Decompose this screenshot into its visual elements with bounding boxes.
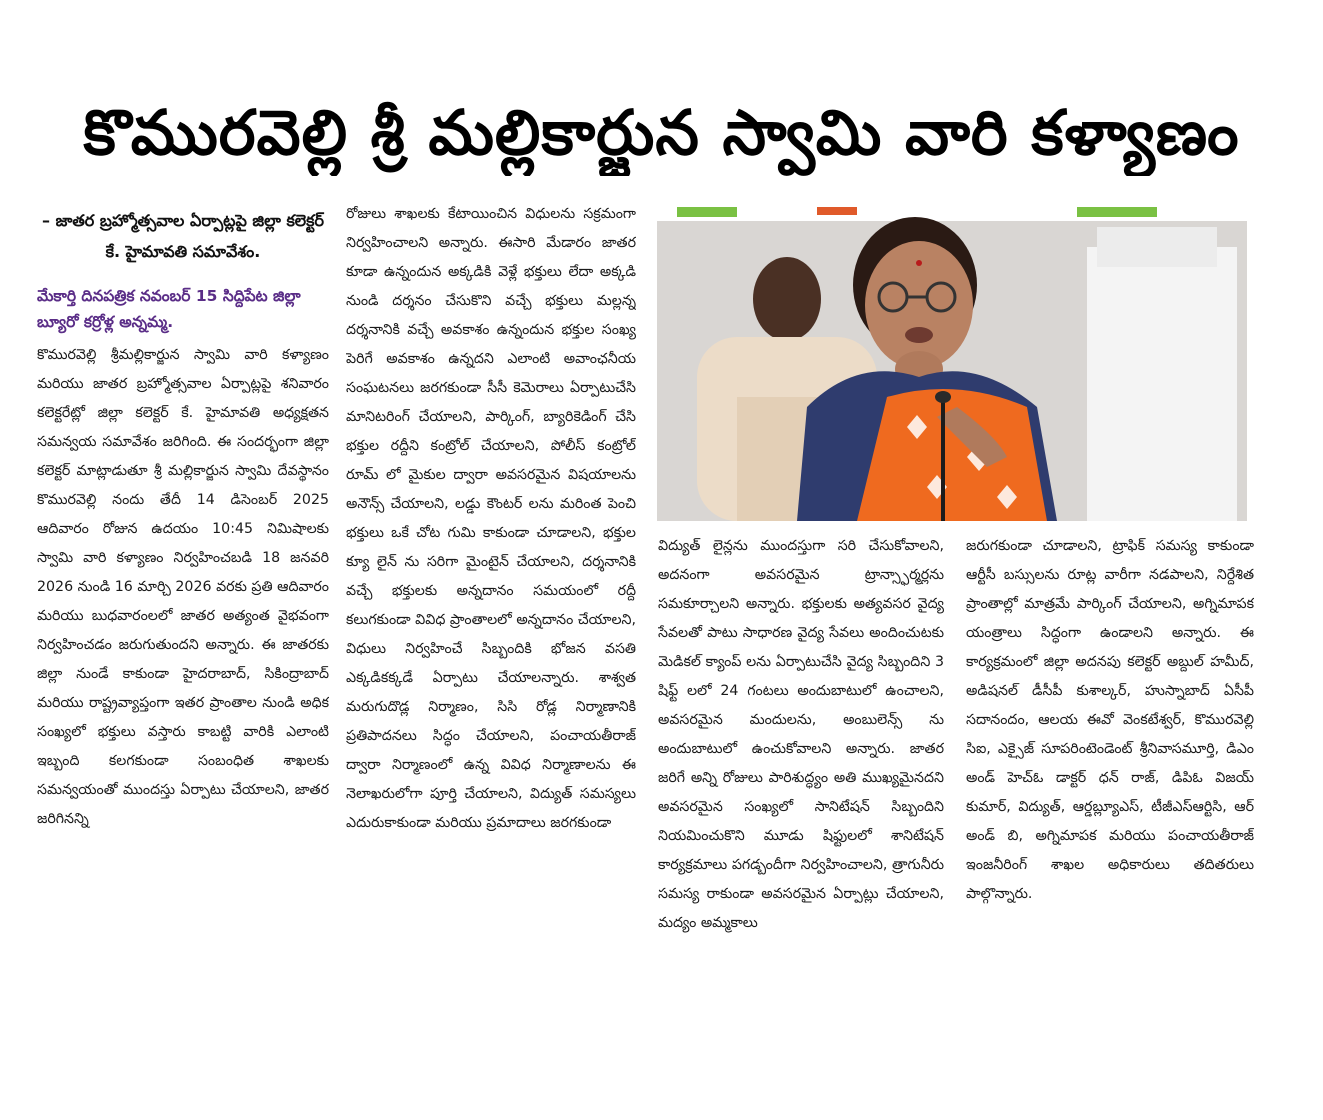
article-body-column-3: విద్యుత్ లైన్లను ముందస్తుగా సరి చేసుకోవాలని, అదనంగా అవసరమైన ట్రాన్స్ఫార్మర్లను సమకూర్చాలని అన్నారు. భక్తులకు అత్యవసర వైద్య సేవలతో పాటు సాధారణ వైద్య సేవలు అందించుటకు మెడికల్ క్యాంప్ లను ఏర్పాటుచేసి వైద్య సిబ్బందిని 3 షిఫ్ట్ లలో 24 గంటలు అందుబాటులో ఉంచాలని, అవసరమైన మందులను, అంబులెన్స్ ను అందుబాటులో ఉంచుకోవాలని అన్నారు. జాతర జరిగే అన్ని రోజులు పారిశుద్ధ్యం అతి ముఖ్యమైనదని అవసరమైన సంఖ్యలో సానిటేషన్ సిబ్బందిని నియమించుకొని మూడు షిఫ్టులలో శానిటేషన్ కార్యక్రమాలు పగడ్బందీగా నిర్వహించాలని, త్రాగునీరు సమస్య రాకుండా అవసరమైన ఏర్పాట్లు చేయాలని, మద్యం అమ్మకాలు	[658, 538, 944, 931]
column-4	[966, 532, 1254, 1107]
news-photo	[657, 207, 1247, 521]
subheadline: – జాతర బ్రహ్మోత్సవాల ఏర్పాట్లపై జిల్లా కలెక్టర్ కే. హైమావతి సమావేశం.	[42, 211, 324, 261]
article-body-column-1: కొమురవెల్లి శ్రీమల్లికార్జున స్వామి వారి కళ్యాణం మరియు జాతర బ్రహ్మోత్సవాల ఏర్పాట్లపై శనివారం కలెక్టరేట్లో జిల్లా కలెక్టర్ కే. హైమావతి అధ్యక్షతన సమన్వయ సమావేశం జరిగింది. ఈ సందర్భంగా జిల్లా కలెక్టర్ మాట్లాడుతూ శ్రీ మల్లికార్జున స్వామి దేవస్థానం కొమురవెల్లి నందు తేదీ 14 డిసెంబర్ 2025 ఆదివారం రోజున ఉదయం 10:45 నిమిషాలకు స్వామి వారి కళ్యాణం నిర్వహించబడి 18 జనవరి 2026 నుండి 16 మార్చి 2026 వరకు ప్రతి ఆదివారం మరియు బుధవారంలలో జాతర అత్యంత వైభవంగా నిర్వహించడం జరుగుతుందని అన్నారు. ఈ జాతరకు జిల్లా నుండే కాకుండా హైదరాబాద్, సికింద్రాబాద్ మరియు రాష్ట్రవ్యాప్తంగా ఇతర ప్రాంతాల నుండి అధిక సంఖ్యలో భక్తులు వస్తారు కాబట్టి వారికి ఎలాంటి ఇబ్బంది కలగకుండా సంబంధిత శాఖలకు సమన్వయంతో ముందస్తు ఏర్పాటు చేయాలని, జాతర జరిగినన్ని	[37, 347, 329, 827]
article-body-column-2: రోజులు శాఖలకు కేటాయించిన విధులను సక్రమంగా నిర్వహించాలని అన్నారు. ఈసారి మేడారం జాతర కూడా ఉన్నందున అక్కడికి వెళ్లే భక్తులు లేదా అక్కడి నుండి దర్శనం చేసుకొని వచ్చే భక్తులు మల్లన్న దర్శనానికి వచ్చే అవకాశం ఉన్నందున భక్తుల సంఖ్య పెరిగే అవకాశం ఉన్నదని ఎలాంటి అవాంఛనీయ సంఘటనలు జరగకుండా సీసీ కెమెరాలు ఏర్పాటుచేసి మానిటరింగ్ చేయాలని, పార్కింగ్, బ్యారికెడింగ్ చేసి భక్తుల రద్దీని కంట్రోల్ చేయాలని, పోలీస్ కంట్రోల్ రూమ్ లో మైకుల ద్వారా అవసరమైన విషయాలను అనౌన్స్ చేయాలని, లడ్డు కౌంటర్ లను మరింత పెంచి భక్తులు ఒకే చోట గుమి కాకుండా చూడాలని, భక్తుల క్యూ లైన్ ను సరిగా మైంటైన్ చేయాలని, దర్శనానికి వచ్చే భక్తులకు అన్నదానం సమయంలో రద్దీ కలుగకుండా వివిధ ప్రాంతాలలో అన్నదానం చేయాలని, విధులు నిర్వహించే సిబ్బందికి భోజన వసతి ఎక్కడికక్కడే ఏర్పాటు చేయాలన్నారు. శాశ్వత మరుగుదొడ్ల నిర్మాణం, సిసి రోడ్ల నిర్మాణానికి ప్రతిపాదనలు సిద్ధం చేయాలని, పంచాయతీరాజ్ ద్వారా నిర్మాణంలో ఉన్న వివిధ నిర్మాణాలను ఈ నెలాఖరులోగా పూర్తి చేయాలని, విద్యుత్ సమస్యలు ఎదురుకాకుండా మరియు ప్రమాదాలు జరగకుండా	[346, 206, 636, 831]
headline: కొమురవెల్లి శ్రీ మల్లికార్జున స్వామి వారి కళ్యాణం	[83, 95, 1240, 169]
article-body-column-4: జరుగకుండా చూడాలని, ట్రాఫిక్ సమస్య కాకుండా ఆర్టీసీ బస్సులను రూట్ల వారీగా నడపాలని, నిర్దేశిత ప్రాంతాల్లో మాత్రమే పార్కింగ్ చేయాలని, అగ్నిమాపక యంత్రాలు సిద్ధంగా ఉండాలని అన్నారు. ఈ కార్యక్రమంలో జిల్లా అదనపు కలెక్టర్ అబ్దుల్ హమీద్, అడిషనల్ డీసీపీ కుశాల్కర్, హుస్నాబాద్ ఏసీపీ సదానందం, ఆలయ ఈవో వెంకటేశ్వర్, కొమురవెల్లి సిఐ, ఎక్సైజ్ సూపరింటెండెంట్ శ్రీనివాసమూర్తి, డిఎం అండ్ హెచ్ఓ డాక్టర్ ధన్ రాజ్, డిపిఓ విజయ్ కుమార్, విద్యుత్, ఆర్డబ్ల్యూఎస్, టీజీఎస్ఆర్టిసి, ఆర్ అండ్ బి, అగ్నిమాపక మరియు పంచాయతీరాజ్ ఇంజనీరింగ్ శాఖల అధికారులు తదితరులు పాల్గొన్నారు.	[966, 538, 1254, 902]
dateline: మేకార్తి దినపత్రిక నవంబర్ 15 సిద్దిపేట జిల్లా బ్యూరో కర్రోళ్ల అన్నమ్మ.	[37, 287, 301, 331]
column-2	[346, 200, 636, 1105]
column-1	[37, 205, 329, 1105]
column-3	[658, 532, 944, 1107]
